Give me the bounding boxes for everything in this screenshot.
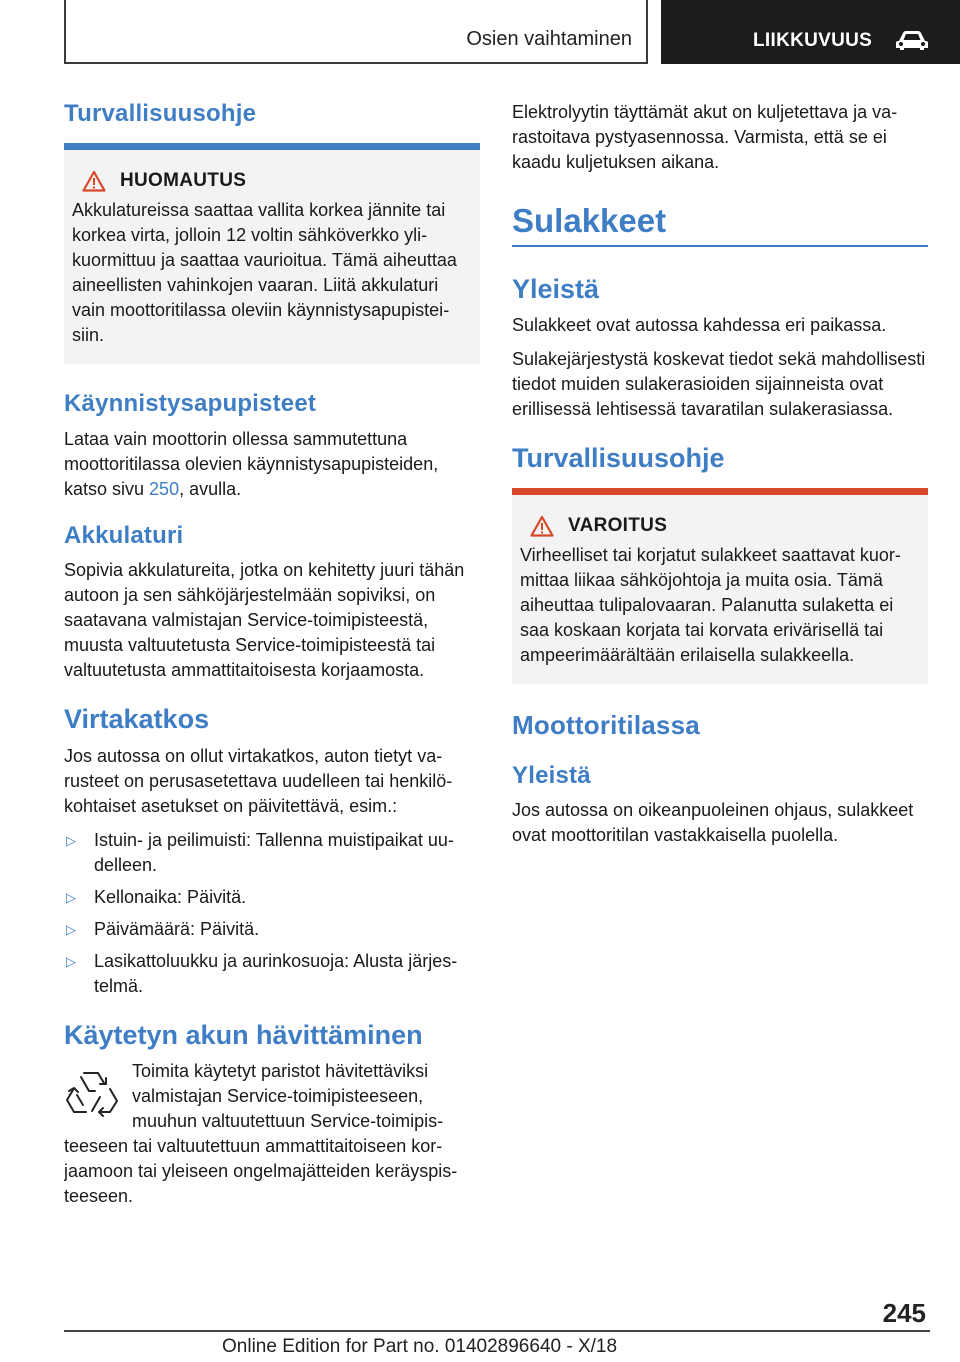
- bullet-triangle-icon: ▷: [66, 921, 76, 937]
- list-item: [64, 885, 480, 910]
- disposal-section: [64, 1059, 480, 1218]
- engine-compartment-heading: Moottoritilassa: [512, 710, 700, 741]
- power-outage-list: [64, 828, 480, 999]
- footer-divider: [64, 1330, 930, 1332]
- list-item-text: Istuin- ja peilimuisti: Tallenna muistipaikat uudelleen.: [94, 829, 454, 875]
- bullet-triangle-icon: ▷: [66, 953, 76, 969]
- power-outage-text: Jos autossa on ollut virtakatkos, auton tietyt varusteet on perusasetettava uudelleen tai henkilökohtaiset asetukset on päivitettävä, esim.:: [64, 745, 453, 816]
- car-icon: [895, 28, 929, 52]
- jump-start-heading: Käynnistysapupisteet: [64, 389, 317, 417]
- disposal-heading: Käytetyn akun hävittäminen: [64, 1019, 423, 1050]
- page-link-250[interactable]: 250: [149, 478, 180, 499]
- list-item-text: Lasikattoluukku ja aurinkosuoja: Alusta järjestelmä.: [94, 950, 458, 996]
- safety-heading: Turvallisuusohje: [64, 100, 257, 127]
- notice-box: [64, 143, 480, 364]
- header-section-box: [64, 0, 648, 64]
- header-chapter-box: [661, 0, 960, 64]
- fuses-heading-wrap: [512, 201, 928, 247]
- footer-edition: Online Edition for Part no. 01402896640 - X/18: [222, 1336, 618, 1357]
- engine-general-heading: Yleistä: [512, 761, 591, 789]
- jump-start-text: [64, 427, 480, 502]
- jump-start-text-before: Lataa vain moottorin ollessa sammutettuna moottoritilassa olevien käynnistysapupisteiden, katso sivu: [64, 428, 439, 499]
- recycle-icon: [64, 1067, 120, 1119]
- general-heading: Yleistä: [512, 273, 600, 304]
- list-item-text: Kellonaika: Päivitä.: [94, 886, 247, 907]
- disposal-text: Toimita käytetyt paristot hävitettäviksi valmistajan Service-toimipisteeseen, muuhun valtuutettuun Service-toimipisteeseen tai valtuutettuun ammattitaitoiseen korjaamoon tai yleiseen ongelmajätteiden keräyspisteeseen.: [64, 1061, 458, 1207]
- bullet-triangle-icon: ▷: [66, 832, 76, 848]
- notice-text: Akkulatureissa saattaa vallita korkea jännite tai korkea virta, jolloin 12 voltin sähköverkko ylikuormittuu ja saattaa vaurioitua. Tämä aiheuttaa aineellisten vahinkojen vaaran. Liitä akkulaturi vain moottoritilassa oleviin käynnistysapupisteisiin.: [72, 199, 457, 345]
- warning-triangle-icon: [530, 515, 554, 537]
- power-outage-heading: Virtakatkos: [64, 704, 210, 735]
- general-text-2: Sulakejärjestystä koskevat tiedot sekä mahdollisesti tiedot muiden sulakerasioiden sijainneista ovat erillisessä lehtisessä tavaratilan sulakerasiassa.: [512, 348, 926, 419]
- charger-heading: Akkulaturi: [64, 521, 184, 549]
- jump-start-text-after: , avulla.: [179, 478, 242, 499]
- fuses-heading: Sulakkeet: [512, 202, 667, 239]
- left-column: [64, 100, 480, 1218]
- warning-text: Virheelliset tai korjatut sulakkeet saattavat kuormittaa liikaa sähköjohtoja ja muita osia. Tämä aiheuttaa tulipalovaaran. Palanutta sulaketta ei saa koskaan korjata tai korvata erivärisellä tai ampeerimäärältään erilaisella sulakkeella.: [520, 545, 901, 666]
- list-item: [64, 917, 480, 942]
- engine-text: Jos autossa on oikeanpuoleinen ohjaus, sulakkeet ovat moottoritilan vastakkaisella puolella.: [512, 800, 914, 846]
- list-item: [64, 949, 480, 999]
- header-section-title: Osien vaihtaminen: [466, 28, 632, 50]
- list-item: [64, 828, 480, 878]
- warning-box: [512, 488, 928, 684]
- electrolyte-text: Elektrolyytin täyttämät akut on kuljetettava ja varastoitava pystyasennossa. Varmista, että se ei kaadu kuljetuksen aikana.: [512, 102, 898, 172]
- charger-text: Sopivia akkulatureita, jotka on kehitetty juuri tähän autoon ja sen sähköjärjestelmään sopiviksi, on saatavana valmistajan Service-toimipisteestä, muusta valtuutetusta Service-toimipisteestä tai valtuutetusta ammattitaitoisesta korjaamosta.: [64, 560, 465, 681]
- warning-triangle-icon: [82, 170, 106, 192]
- page-number: 245: [882, 1298, 926, 1328]
- notice-title: HUOMAUTUS: [120, 169, 247, 191]
- bullet-triangle-icon: ▷: [66, 889, 76, 905]
- fuse-safety-heading: Turvallisuusohje: [512, 442, 725, 473]
- header-chapter-title: LIIKKUVUUS: [753, 30, 873, 51]
- right-column: [512, 100, 928, 857]
- warning-title: VAROITUS: [568, 515, 668, 537]
- general-text-1: Sulakkeet ovat autossa kahdessa eri paikassa.: [512, 314, 887, 335]
- list-item-text: Päivämäärä: Päivitä.: [94, 918, 260, 939]
